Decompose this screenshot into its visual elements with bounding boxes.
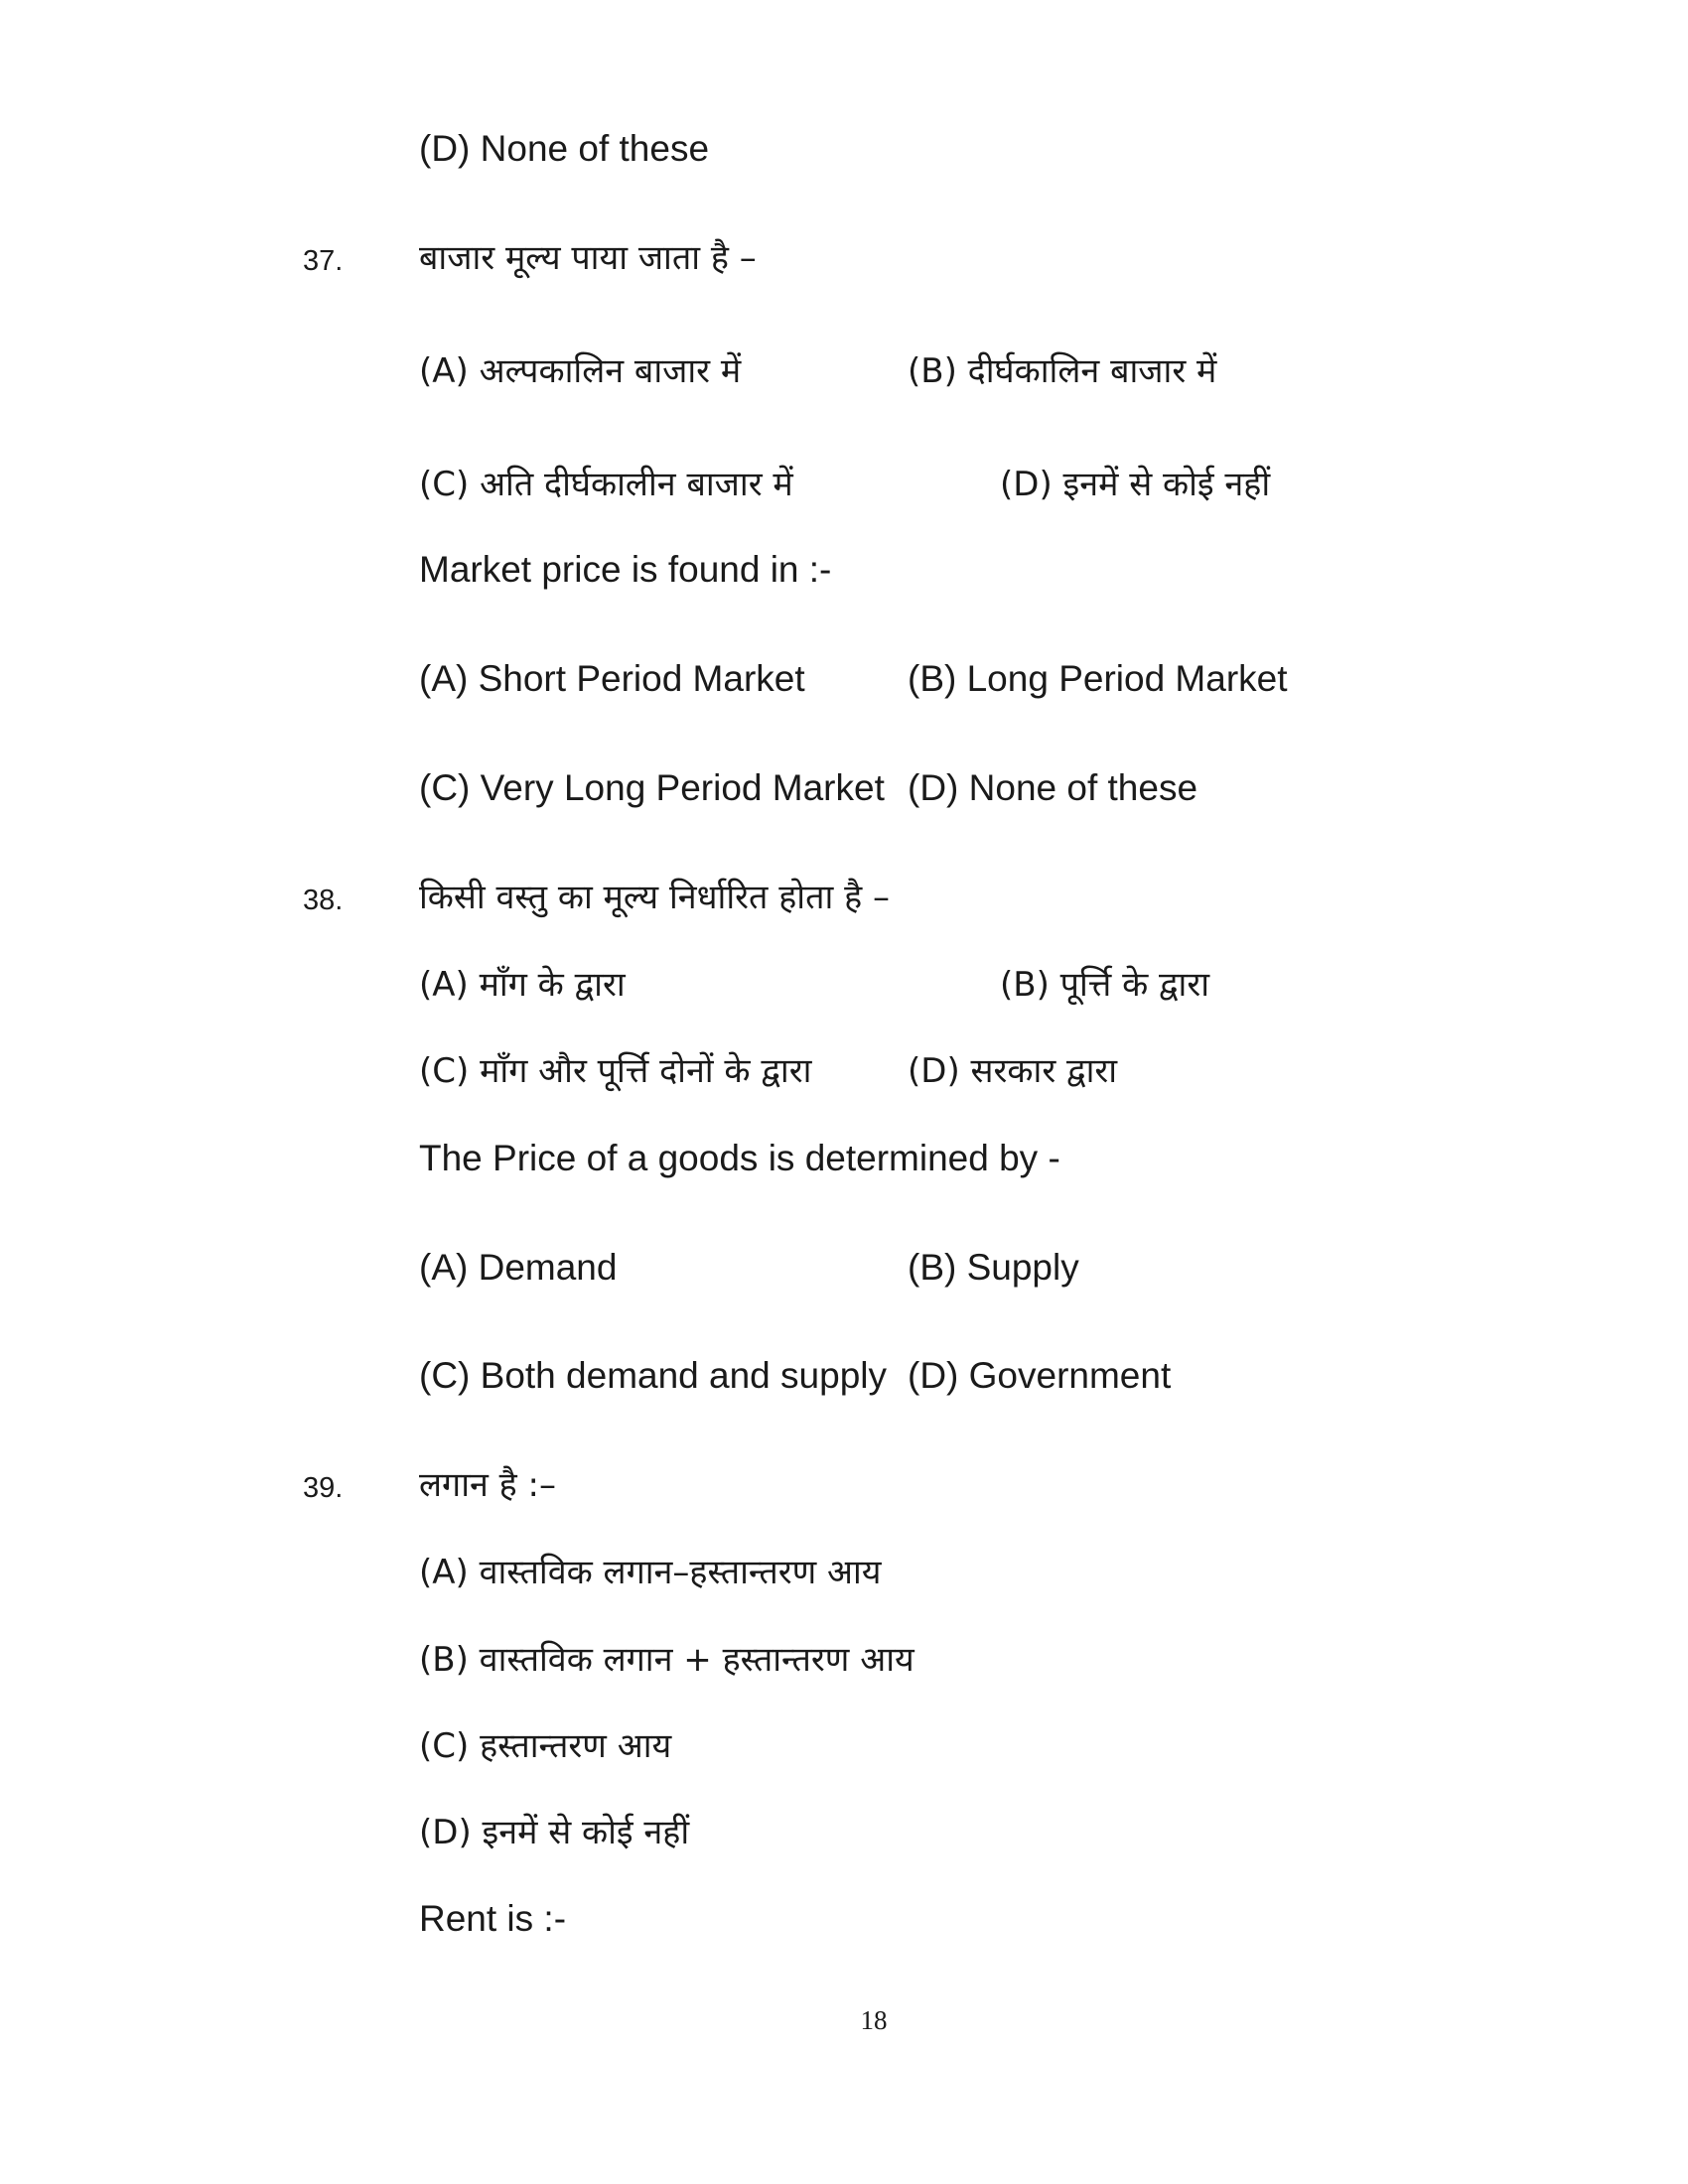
q39-hindi-option-d: (D) इनमें से कोई नहीं	[419, 1813, 690, 1852]
q37-english-option-b: (B) Long Period Market	[908, 658, 1288, 699]
q39-hindi-option-a: (A) वास्तविक लगान–हस्तान्तरण आय	[419, 1553, 882, 1592]
q37-hindi-option-c: (C) अति दीर्घकालीन बाजार में	[419, 465, 793, 504]
q37-english-option-c: (C) Very Long Period Market	[419, 767, 885, 808]
q37-hindi-question: बाजार मूल्य पाया जाता है –	[419, 238, 757, 278]
q38-hindi-option-b: (B) पूर्त्ति के द्वारा	[1000, 965, 1210, 1005]
q38-hindi-option-d: (D) सरकार द्वारा	[908, 1051, 1118, 1091]
q39-hindi-question: लगान है :–	[419, 1465, 556, 1505]
q39-english-question: Rent is :-	[419, 1898, 567, 1939]
q38-english-option-d: (D) Government	[908, 1355, 1172, 1396]
q37-hindi-option-a: (A) अल्पकालिन बाजार में	[419, 351, 742, 391]
q37-hindi-option-d: (D) इनमें से कोई नहीं	[1000, 465, 1271, 504]
q36-english-option-d: (D) None of these	[419, 128, 710, 169]
q37-number: 37.	[303, 245, 344, 277]
q37-english-option-a: (A) Short Period Market	[419, 658, 805, 699]
q38-english-option-b: (B) Supply	[908, 1247, 1079, 1288]
q37-english-option-d: (D) None of these	[908, 767, 1198, 808]
q37-hindi-option-b: (B) दीर्घकालिन बाजार में	[908, 351, 1217, 391]
q38-english-option-c: (C) Both demand and supply	[419, 1355, 887, 1396]
q38-english-question: The Price of a goods is determined by -	[419, 1138, 1060, 1178]
page-number: 18	[860, 2005, 888, 2035]
q37-english-question: Market price is found in :-	[419, 549, 832, 590]
q39-hindi-option-b: (B) वास्तविक लगान + हस्तान्तरण आय	[419, 1640, 914, 1680]
q39-hindi-option-c: (C) हस्तान्तरण आय	[419, 1726, 672, 1766]
q39-number: 39.	[303, 1472, 344, 1504]
q38-number: 38.	[303, 885, 344, 916]
q38-hindi-question: किसी वस्तु का मूल्य निर्धारित होता है –	[419, 878, 890, 917]
q38-english-option-a: (A) Demand	[419, 1247, 618, 1288]
q38-hindi-option-c: (C) माँग और पूर्त्ति दोनों के द्वारा	[419, 1051, 812, 1091]
q38-hindi-option-a: (A) माँग के द्वारा	[419, 965, 626, 1005]
